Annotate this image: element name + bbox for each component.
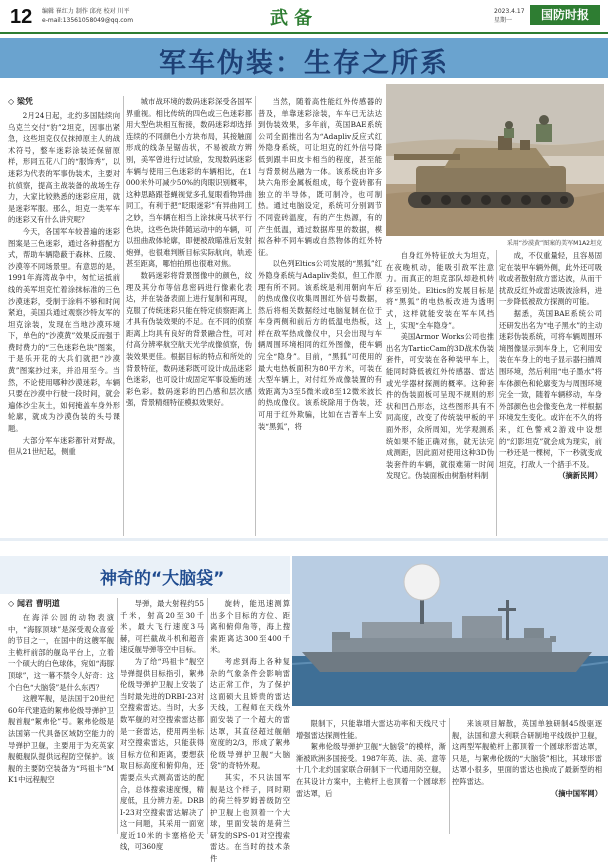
editors-line: 编辑 崔红力 制作 邱亮 校对 川平 bbox=[42, 8, 130, 15]
article2-headline: 神奇的“大脑袋” bbox=[100, 569, 225, 589]
paragraph: 以色列Eltics公司发展的“黑狐”红外隐身系统与Adapliv类似，但工作原理有所不同。该系统是利用朝向车后的热成像仪收集周围红外信号数据，然后将相关数据经过电脑复制在位于车身两侧和前后方的低温电热板，这样在敌军热成像仪中，只会出现与车辆周围环境相同的红外图像，使车辆完全“隐身”。目前，“黑狐”可使用的最大电热板面积为80平方米，可装在大型车辆上，对付红外成像装置的有效距离为3至5微米或8至12微米波长的热成像仪。该系统除用于伪装，还可用于红外欺骗，比如在吉普车上安装“黑狐”，将 bbox=[258, 259, 382, 431]
page-number: 12 bbox=[10, 6, 33, 28]
paragraph: 在海洋公园的动物表演中，“海豚顶球”是深受观众喜爱的节目之一，在国中的这艘军舰主桅杆前部的舰岛平台上，立着一个硕大的白色球体，宛如“海豚顶球”，这一幕不禁令人好奇：这个白色“大脑袋”是什么东西？ bbox=[8, 613, 114, 692]
warship-photo bbox=[292, 556, 608, 706]
paragraph: 考虑到海上各种复杂的气象条件会影响雷达正常工作，为了保护这面硕大且娇贵的雷达天线，工程师在天线外面安装了一个超大的雷达罩，其直径超过舰艏宽度的2/3，形成了絮弗伦级导弹护卫舰“大脑袋”的奇特外观。 bbox=[210, 656, 290, 771]
paragraph: 其实，不只法国军舰是这个样子，同时期的荷兰特罗姆普级防空护卫舰上也顶着一个大球，里面安装的是荷兰研发的SPS-01对空搜索雷达。在当时的技术条件 bbox=[210, 772, 290, 864]
paragraph: 导弹，最大射程约55千米，射高20至30千米，最大飞行速度3马赫，可拦截战斗机和超音速反舰导弹等空中目标。 bbox=[120, 599, 204, 655]
article2-column-1 bbox=[8, 598, 114, 834]
paragraph: 据悉，英国BAE系统公司还研发出名为“电子黑水”的主动迷彩伪装系统，可将车辆周围环境图像显示到车身上，它利用安装在车身上的电子显示器扫描周围环境，然后利用“电子墨水”将车体颜色和轮廓变为与周围环境完全一致，随着车辆移动，车身外部颜色也会像变色龙一样根据环境发生变化。或许在不久的将来，红色警戒2游戏中设想的“幻影坦克”就会成为现实，前一秒还是一棵树，下一秒就变成坦克，打敌人一个措手不及。 bbox=[499, 308, 602, 469]
paragraph: 限制下，只能靠增大雷达功率和天线尺寸增强雷达探测性能。 bbox=[296, 719, 446, 740]
column-divider bbox=[207, 598, 208, 834]
article1-column-4 bbox=[386, 250, 494, 536]
section-title: 武备 bbox=[270, 8, 318, 29]
paragraph: 当然，随着高性能红外传感器的普及，单靠迷彩涂装，车车已无法达到伪装效果，多年前，英国BAE系统公司全面推出名为“Adapliv反应式红外隐身系统，可让坦克的红外信号降低到跟丰田皮卡相当的程度，甚至能与背景树丛融为一体。该系统由许多块六角形金属板组成，每个瓷砖都有独立的半导体，既可制冷，也可制热。通过电脑设定，系统可分别调节不同瓷砖温度，有的产生热源，有的产生低温，通过数据库里的数据，模拟各种不同车辆或自然物体的红外特征。 bbox=[258, 97, 382, 257]
paragraph: 2月24日起，北约多国陆续向乌克兰交付“豹”2坦克，因事出紧急，这些坦克仅仅抹掉原主人的战术符号，整车迷彩涂装还保留原样，形同五花八门的“服饰秀”，以迷彩为代表的军事伪装术，主要对抗侦察，提高主战装备的战场生存力，大家比较熟悉的迷彩应用，就是迷彩军服。那么，坦克一类军车的迷彩又有什么讲究呢？ bbox=[8, 111, 120, 225]
column-divider bbox=[496, 250, 497, 536]
tank-photo-caption: 采用“沙漠黄”图案的美军M1A2坦克 bbox=[506, 240, 602, 247]
article2-byline: ◇ 闻君 曹明道 bbox=[8, 599, 60, 608]
paragraph: 自身红外特征放大为坦克，在夜晚机动，能吸引敌军注意力。而真正的坦克部队却趁机转移至别处。Eltics的发展目标是将“黑狐”的电热板改进为透明式，这样就能安装在军车风挡上，实现“全车隐身”。 bbox=[386, 251, 494, 330]
paragraph: 美国Armor Works公司也推出名为TarticCam的3D战术伪装套件，可安装在各种装甲车上，能同时降低被红外传感器、雷达或光学器材探测的概率。这种套件的伪装面板可呈现不规则的形状和凹凸形态，这些图形具有不同高度，改变了传统装甲板的平面外形，众所周知，光学观测系统如果不能正确对焦，就无法完成测距，因此面对使用这种3D伪装套件的车辆，就很难第一时间发现它。伪装面板由树脂材料制 bbox=[386, 332, 494, 481]
masthead-divider bbox=[0, 32, 608, 34]
article1-source-credit: （摘新民网） bbox=[558, 471, 602, 481]
editors-info bbox=[42, 7, 133, 25]
paragraph: 城市战环境的数码迷彩深受各国军界重视。相比传统的四色或三色迷彩都用大型色块相互衔接，数码迷彩却选择连续的不同颜色小方块布局，其接触面形成的线条呈锯齿状，不易被敌方辨别，美军曾进行过试验，发现数码迷彩车辆与使用三色迷彩的车辆相比，在1000米外可减少50%的肉眼识别概率，这种思路跟苍蝇视觉多孔复眼看物异曲同工，有利于把“眨眼迷彩”有异曲同工之妙，当车辆在相当上涂抹庚马状平行色块，这些色块伴随运动中的车辆，可以扭曲敌体轮廓，即便被敌瞄准后发射炮弹，也很难判断目标实际航向，轨迹甚至距离，哪怕拍照也很难对焦。 bbox=[126, 97, 252, 269]
article1-banner bbox=[0, 38, 608, 78]
column-divider bbox=[117, 598, 118, 834]
article2-column-5 bbox=[452, 718, 602, 834]
article1-column-2 bbox=[126, 96, 252, 536]
column-divider bbox=[449, 718, 450, 834]
article1-column-5 bbox=[499, 250, 602, 536]
newspaper-logo: 国防时报 bbox=[530, 5, 600, 25]
article1-headline: 军车伪装：生存之所系 bbox=[159, 48, 449, 79]
article2-column-4 bbox=[296, 718, 446, 834]
paragraph: 数码迷彩将背景图像中的颜色，纹理及其分布等信息密码进行像素化表达，并在装备表面上进行复制和再现，克服了传统迷彩只能在特定侦察距离上才具有伪装效果的不足。在不同的侦察距离上均具有良好的背景融合性，可对付高分辨率航空航天光学成像侦察，伪装效果更佳。根据目标的特点和所处的背景特征，数码迷彩既可设计成品迷彩色迷彩，也可设计成固定军事设施的迷彩色彩。数码迷彩的凹凸感和层次感强，背景精细特征模拟效果好。 bbox=[126, 270, 252, 408]
article1-byline: ◇ 梁凭 bbox=[8, 97, 33, 106]
paragraph: 这艘军舰，是法国于20世纪60年代建造的絮弗伦级导弹护卫舰首舰“絮弗伦”号。絮弗伦级是法国第一代具备区域防空能力的导弹护卫舰，主要用于为充英家舰艇舰队提供远程防空保护。该舰的主要防空装备为“玛祖卡”MK1中远程舰空 bbox=[8, 694, 114, 785]
article2-banner bbox=[0, 556, 290, 594]
date-text: 2023.4.17 bbox=[494, 8, 525, 15]
article1-column-1 bbox=[8, 96, 120, 536]
paragraph: 为了给“玛祖卡”舰空导弹提供目标指引，絮弗伦级导弹护卫舰上安装了当时最先进的DRBI-23对空搜索雷达。当时，大多数军舰的对空搜索雷达都是一套雷达，使用两坐标对空搜索雷达，只能获得目标方位和距离，要想获取目标高度和俯仰角，还需要点头式测高雷达的配合，总体搜索速度慢，精度低，且分辨力差。DRBI-23对空搜索雷达解决了这一问题，其采用一面宽度近10米的卡塞格伦天线，可360度 bbox=[120, 656, 204, 852]
paragraph: 絮弗伦级导弹护卫舰“大脑袋”的模样，渐渐被欧洲多国接受。1987年英、法、美、意等十几个北约国家联合研制下一代通用防空舰，在其设计方案中，主桅杆上也顶着一个圆球形雷达罩，后 bbox=[296, 742, 446, 798]
tank-illustration bbox=[386, 84, 604, 236]
issue-date bbox=[494, 7, 525, 25]
editor-email: e-mail:13561058049@qq.com bbox=[42, 17, 134, 24]
masthead bbox=[0, 0, 608, 36]
column-divider bbox=[123, 96, 124, 536]
column-divider bbox=[255, 96, 256, 536]
article2-column-2 bbox=[120, 598, 204, 852]
article-separator bbox=[0, 538, 608, 541]
paragraph: 成，不仅重量轻，且容易固定在装甲车辆外侧，此外还可吸收或者散射敌方雷达波，从而干扰敌反红外或雷达吸波涂料，进一步降低被敌方探测的可能。 bbox=[499, 251, 602, 307]
warship-illustration bbox=[292, 556, 608, 706]
paragraph: 大部分军车迷彩都针对野战，但从21世纪起，侧重 bbox=[8, 435, 120, 457]
paragraph: 来该项目解散，英国单独研制45级驱逐舰，法国和意大利联合研制地平线级护卫舰，这两型军舰桅杆上都顶着一个圆球形雷达罩，只是，与絮弗伦级的“大脑袋”相比，其球形雷达罩小很多，里面的雷达也换成了最新型的相控阵雷达。 bbox=[452, 719, 602, 786]
article2-column-3 bbox=[210, 598, 290, 864]
paragraph: 今天，各国军车较普遍的迷彩图案是三色迷彩，通过各种搭配方式，帮助车辆隐蔽于森林、丘陵、沙漠等不同场景里。有意思的是，1991年海湾战争中，匆忙运抵前线的美军坦克忙着涂抹标准的三色沙漠迷彩，受制于涂料不够和时间紧迫，美国兵通过观察沙特友军的坦克涂装，发现在当地沙漠环境下，单色的“沙漠黄”效果反而强于费时费力的“三色迷彩色块”图案，于是乐开花的大兵们就把“沙漠黄”图案抄过来，并沿用至今。当然，不论使用哪种沙漠迷彩，车辆只要在沙漠中行驶一段时间，就会遍体沙尘灰土，如何掩盖车身外形轮廓，就成为沙漠伪装的头号课题。 bbox=[8, 226, 120, 434]
paragraph: 旋转，能迅速测算出多个目标的方位、距离和俯仰角等，海上搜索距离达300至400千米。 bbox=[210, 599, 290, 655]
article1-column-3 bbox=[258, 96, 382, 536]
weekday-text: 星期一 bbox=[494, 17, 513, 24]
tank-photo bbox=[386, 84, 604, 236]
article2-source-credit: （摘中国军网） bbox=[550, 788, 602, 798]
